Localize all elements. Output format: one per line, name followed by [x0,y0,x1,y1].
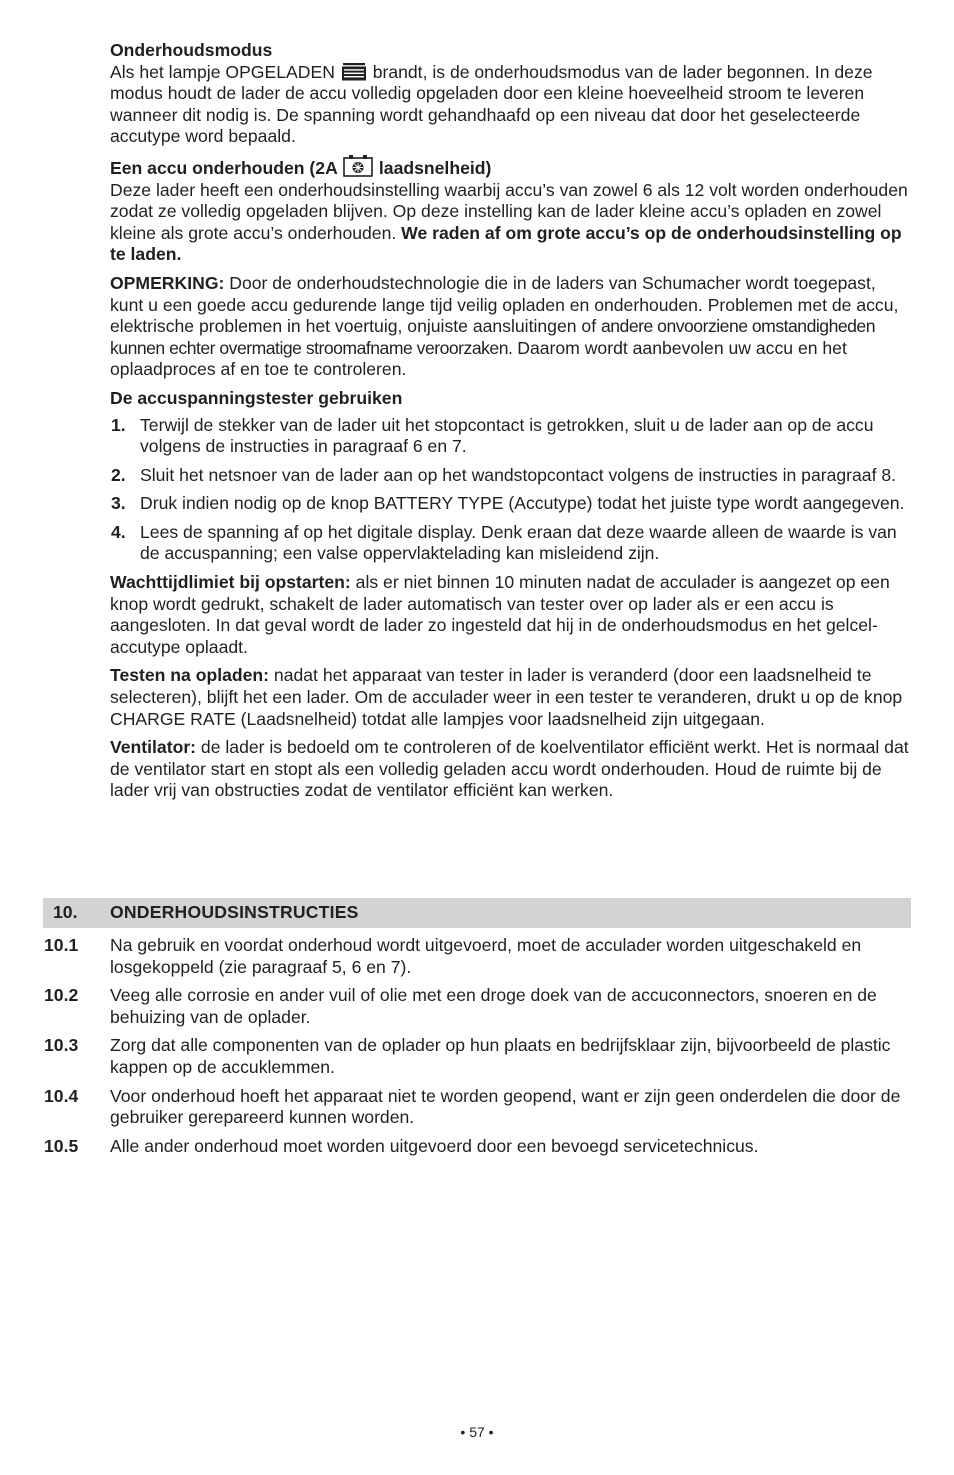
item-text: Na gebruik en voordat onderhoud wordt uitgevoerd, moet de acculader worden uitgeschakeld en losgekoppeld (zie paragraaf 5, 6 en 7). [110,935,862,977]
item-text: Veeg alle corrosie en ander vuil of olie met een droge doek van de accuconnectors, snoeren en de behuizing van de oplader. [110,985,877,1027]
list-item [110,522,912,565]
item-text: Voor onderhoud hoeft het apparaat niet te worden geopend, want er zijn geen onderdelen die door de gebruiker gerepareerd kunnen worden. [110,1085,901,1128]
onderhoudsmodus-heading: Onderhoudsmodus [110,40,273,60]
list-item [43,1086,911,1129]
list-item [110,415,912,458]
ventilator-label: Ventilator: [110,737,197,758]
step-number: 4. [111,521,126,542]
wachttijd-text: als er niet binnen 10 minuten nadat de acculader is aangezet op een knop wordt gedrukt, schakelt de lader automatisch van tester over op lader als er een accu is aangesloten. In dat geval wordt de lader zo ingesteld dat hij in de onderhoudsmodus en het gelcel-accutype oplaadt. [110,572,890,657]
onderhouden-title-after: laadsnelheid) [378,157,492,178]
page-number: • 57 • [460,1424,494,1440]
tester-heading: De accuspanningstester gebruiken [110,387,403,408]
step-number: 3. [111,493,126,514]
step-text: Terwijl de stekker van de lader uit het stopcontact is getrokken, sluit u de lader aan op de accu volgens de instructies in paragraaf 6 en 7. [140,414,874,457]
onderhoudsmodus-text-before: Als het lampje OPGELADEN [110,61,335,82]
section-number: 10. [53,902,78,922]
testen-paragraph [110,665,912,730]
step-text: Lees de spanning af op het digitale display. Denk eraan dat deze waarde alleen de waarde is van de accuspanning; een valse oppervlaktelading kan misleidend zijn. [140,521,897,564]
onderhouden-text: Deze lader heeft een onderhoudsinstelling waarbij accu’s van zowel 6 als 12 volt worden onderhouden zodat ze volledig opgeladen blijven. Op deze instelling kan de lader kleine accu’s opladen en zowel kleine als grote accu’s onderhouden. [110,179,908,243]
wachttijd-paragraph [110,572,912,658]
step-text: Druk indien nodig op de knop BATTERY TYPE (Accutype) todat het juiste type wordt aangegeven. [140,493,905,514]
item-number: 10.5 [44,1135,79,1156]
list-item [43,985,911,1028]
wachttijd-label: Wachttijdlimiet bij opstarten: [110,572,351,593]
list-item [43,1035,911,1078]
item-text: Alle ander onderhoud moet worden uitgevoerd door een bevoegd servicetechnicus. [110,1135,759,1156]
page-content [110,40,912,809]
list-item [43,1136,911,1158]
onderhouden-warning: We raden af om grote accu’s op de onderhoudsinstelling op te laden. [110,222,902,265]
item-number: 10.2 [44,985,79,1006]
section-title: ONDERHOUDSINSTRUCTIES [110,902,359,922]
ventilator-paragraph [110,737,912,802]
onderhouden-heading [110,155,912,180]
item-number: 10.1 [44,935,79,955]
item-number: 10.4 [44,1085,79,1106]
testen-label: Testen na opladen: [110,665,270,686]
ventilator-text: de lader is bedoeld om te controleren of de koelventilator efficiënt werkt. Het is normaal dat de ventilator start en stopt als een volledig geladen accu wordt onderhouden. Houd de ruimte bij de lader vrij van obstructies zodat de ventilator efficiënt kan werken. [110,737,909,801]
section-header-bar [43,898,911,928]
step-text: Sluit het netsnoer van de lader aan op het wandstopcontact volgens de instructies in paragraaf 8. [140,464,897,485]
section-items [43,935,911,1164]
onderhouden-paragraph [110,180,912,266]
maintain-rate-icon [343,155,373,177]
list-item [110,465,912,487]
step-number: 2. [111,464,126,485]
step-number: 1. [111,414,126,435]
onderhouden-title-before: Een accu onderhouden (2A [110,157,338,178]
opmerking-paragraph [110,273,912,381]
opmerking-text-3: Daarom wordt aanbevolen uw accu en het oplaadproces af en toe te controleren. [110,337,847,380]
battery-charged-icon [341,63,367,81]
opmerking-label: OPMERKING: [110,272,225,293]
opmerking-text-2: andere onvoorziene omstandigheden kunnen echter overmatige stroomafname veroorzaken. [110,316,875,358]
list-item [110,493,912,515]
onderhoudsmodus-paragraph [110,62,912,148]
testen-text: nadat het apparaat van tester in lader is veranderd (door een laadsnelheid te selecteren), blijft het een lader. Om de acculader weer in een tester te veranderen, drukt u op de knop CHARGE RATE (Laadsnelheid) totdat alle lampjes voor laadsnelheid zijn uitgegaan. [110,665,903,729]
item-text: Zorg dat alle componenten van de oplader op hun plaats en bedrijfsklaar zijn, bijvoorbeeld de plastic kappen op de accuklemmen. [110,1035,891,1077]
tester-steps-list [110,415,912,566]
list-item [43,935,911,978]
opmerking-text-1: Door de onderhoudstechnologie die in de laders van Schumacher wordt toegepast, kunt u een goede accu gedurende lange tijd veilig opladen en onderhouden. Problemen met de accu, elektrische problemen in het voertuig, onjuiste aansluitingen of [110,272,899,337]
onderhoudsmodus-text-after: brandt, is de onderhoudsmodus van de lader begonnen. In deze modus houdt de lader de accu volledig opgeladen door een kleine hoeveelheid stroom te leveren wanneer dit nodig is. De spanning wordt gehandhaafd op een niveau dat door het geselecteerde accutype word bepaald. [110,61,873,147]
item-number: 10.3 [44,1035,79,1056]
